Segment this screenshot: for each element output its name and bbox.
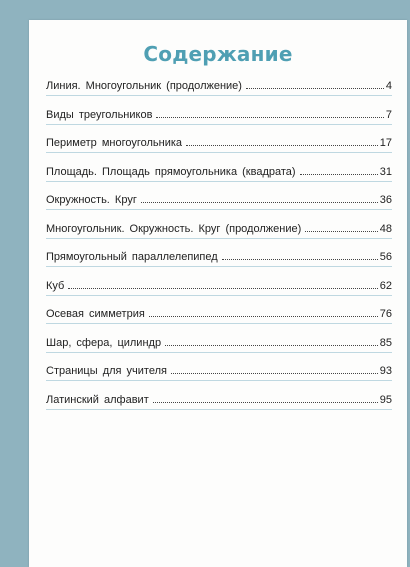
toc-entry: [46, 163, 392, 182]
toc-entry-label: Периметр многоугольника: [46, 137, 183, 149]
toc-entry: [46, 106, 392, 125]
dot-leader: [305, 231, 377, 232]
dot-leader: [246, 88, 384, 89]
toc-entry-page: 7: [385, 108, 392, 121]
dot-leader: [186, 145, 378, 146]
toc-entry: [46, 220, 392, 239]
toc-entry: [46, 277, 392, 296]
toc-entry-label: Куб: [46, 279, 65, 292]
dot-leader: [153, 402, 378, 403]
toc-entry-label: Линия. Многоугольник (продолжение): [46, 80, 242, 92]
toc-entry-page: 36: [379, 194, 392, 206]
dot-leader: [222, 259, 378, 260]
page-title: Содержание: [143, 42, 293, 66]
toc-entry-label: Площадь. Площадь прямоугольника (квадрата): [46, 165, 296, 178]
toc-entry: [46, 77, 392, 96]
toc-entry-label: Виды треугольников: [46, 108, 153, 121]
toc-entry-page: 85: [379, 336, 392, 349]
dot-leader: [171, 373, 378, 374]
book-page: [29, 20, 407, 567]
toc-entry-page: 56: [379, 251, 392, 263]
toc-entry: [46, 334, 392, 353]
toc-entry-page: 62: [379, 279, 392, 292]
toc-entry: [46, 362, 392, 381]
toc-entry-label: Латинский алфавит: [46, 393, 149, 406]
toc-entry-page: 93: [379, 365, 392, 377]
dot-leader: [300, 174, 378, 175]
toc-entry: [46, 191, 392, 210]
toc-entry-label: Прямоугольный параллелепипед: [46, 251, 218, 263]
toc-entry: [46, 305, 392, 324]
toc-entry-label: Окружность. Круг: [46, 194, 137, 206]
dot-leader: [141, 202, 378, 203]
toc-entry-label: Многоугольник. Окружность. Круг (продолжение): [46, 222, 302, 235]
toc-entry-page: 31: [379, 165, 392, 178]
toc-entry-page: 48: [379, 222, 392, 235]
toc-entry-label: Осевая симметрия: [46, 308, 145, 320]
toc-entry-label: Страницы для учителя: [46, 365, 167, 377]
dot-leader: [68, 288, 377, 289]
toc-entry-page: 17: [379, 137, 392, 149]
toc-entry: [46, 391, 392, 410]
dot-leader: [165, 345, 378, 346]
toc-entry-page: 95: [379, 393, 392, 406]
toc-entry-page: 4: [385, 80, 392, 92]
toc-entry-label: Шар, сфера, цилиндр: [46, 336, 162, 349]
toc-entry: [46, 134, 392, 153]
table-of-contents: [46, 77, 392, 419]
toc-entry: [46, 248, 392, 267]
dot-leader: [156, 117, 383, 118]
toc-entry-page: 76: [379, 308, 392, 320]
dot-leader: [149, 316, 378, 317]
